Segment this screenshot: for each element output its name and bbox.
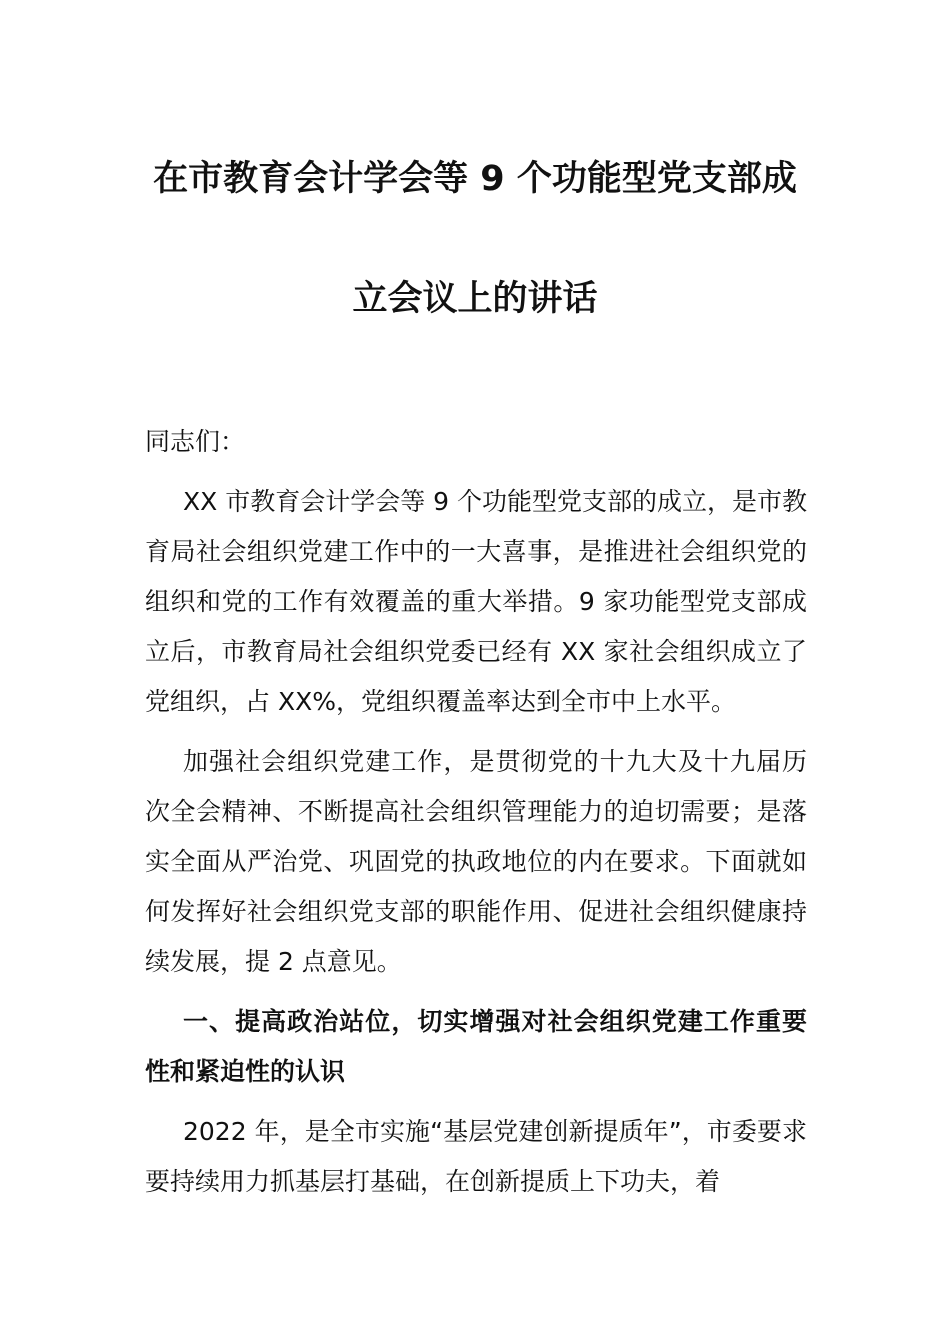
document-title-line-1: 在市教育会计学会等 9 个功能型党支部成 [153, 159, 797, 199]
paragraph-1: XX 市教育会计学会等 9 个功能型党支部的成立，是市教育局社会组织党建工作中的一大喜事，是推进社会组织党的组织和党的工作有效覆盖的重大举措。9 家功能型党支部成立后，市教育局社会组织党委已经有 XX 家社会组织成立了党组织，占 XX%，党组织覆盖率达到全市中上水平。 [145, 487, 808, 716]
paragraph-3: 2022 年，是全市实施“基层党建创新提质年”，市委要求要持续用力抓基层打基础，在创新提质上下功夫，着 [145, 1117, 807, 1196]
document-title-line-2: 立会议上的讲话 [352, 279, 598, 319]
section-heading-1: 一、提高政治站位，切实增强对社会组织党建工作重要性和紧迫性的认识 [145, 1007, 807, 1086]
paragraph-2: 加强社会组织党建工作，是贯彻党的十九大及十九届历次全会精神、不断提高社会组织管理能力的迫切需要；是落实全面从严治党、巩固党的执政地位的内在要求。下面就如何发挥好社会组织党支部的职能作用、促进社会组织健康持续发展，提 2 点意见。 [145, 747, 807, 976]
salutation: 同志们： [145, 427, 246, 456]
